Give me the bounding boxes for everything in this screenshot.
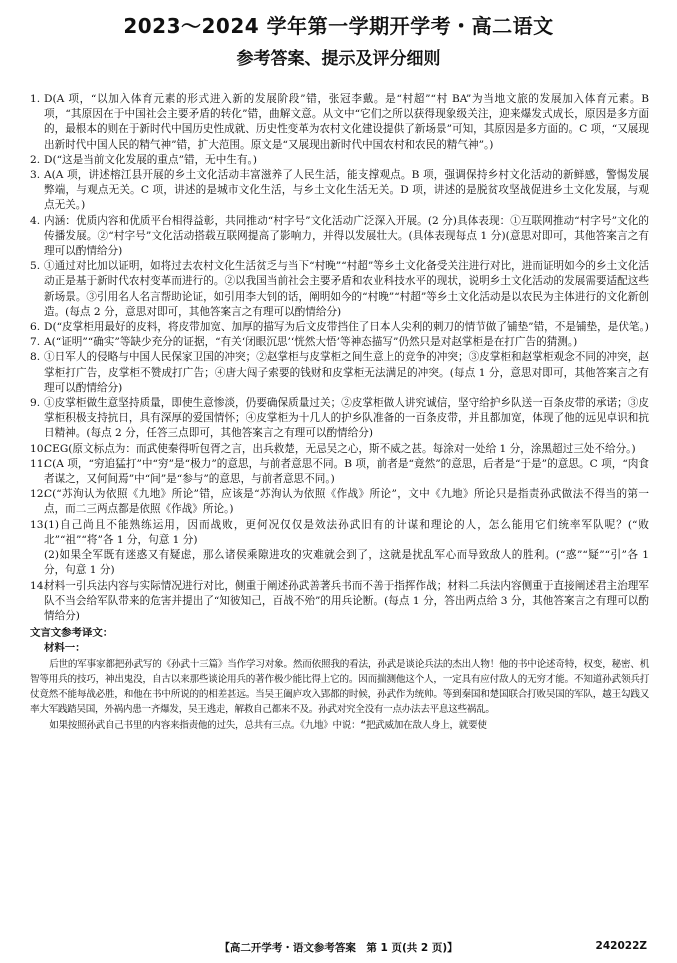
answer-item (30, 457, 649, 487)
answer-number: 2. (30, 153, 41, 166)
answer-number: 9. (30, 397, 41, 410)
page-title: 2023～2024 学年第一学期开学考・高二语文 (123, 14, 554, 38)
translation-paragraph: 后世的军事家都把孙武写的《孙武十三篇》当作学习对象。然而依照我的看法，孙武是谈论兵法的杰出人物！他的书中论述奇特，权变，秘密、机智等用兵的技巧，神出鬼没，自古以来那些谈论用兵的著作极少能比得上它的。因而揣测他这个人，一定具有应付敌人的无穷才能。不知道孙武领兵打仗竟然不能每战必胜，和他在书中所说的的相差甚远。当吴王阖庐攻入郢都的时候，孙武作为统帅。等到秦国和楚国联合打败吴国的军队，越王勾践又率大军践踏吴国，外祸内患一齐爆发，吴王逃走，解救自己都来不及。孙武对究全没有一点办法去平息这些祸乱。 (30, 658, 649, 716)
answer-text: D(“这是当前文化发展的重点”错，无中生有。) (44, 153, 257, 166)
answer-number: 6. (30, 321, 41, 334)
answer-item (30, 487, 649, 517)
footer-code: 242022Z (595, 940, 647, 952)
answer-text: ①日军人的侵略与中国人民保家卫国的冲突；②赵掌柜与皮掌柜之间生意上的竞争的冲突；③皮掌柜和赵掌柜观念不同的冲突，赵掌柜打广告，皮掌柜不赞成打广告；④唐大闯子索要的钱财和皮掌柜无法满足的冲突。(每点 1 分，意思对即可，其他答案言之有理可以酌情给分) (44, 351, 649, 394)
answer-item (30, 259, 649, 320)
answer-text: A(A 项，讲述榕江县开展的乡土文化活动丰富滋养了人民生活，能支撑观点。B 项，强调保持乡村文化活动的新鲜感，警惕发展弊端，与观点无关。C 项，讲述的是城市文化生活，与乡土文化生活无关。D 项，讲述的是脱贫攻坚战促进乡土文化发展，与观点无关。) (44, 169, 649, 212)
answer-number: 3. (30, 169, 41, 182)
answer-text: C(“苏洵认为依照《九地》所论”错，应该是“苏洵认为依照《作战》所论”，文中《九地》所论只是指责孙武做法不得当的第一点，而二三两点都是依照《作战》所论。) (44, 488, 649, 516)
answer-number: 7. (30, 336, 41, 349)
answer-text: D(A 项，“以加入体育元素的形式进入新的发展阶段”错，张冠李戴。是“村超”“村 BA”为当地文旅的发展加入体育元素。B 项，“其原因在于中国社会主要矛盾的转化”错，曲解文意。从文中“它们之所以获得现象级关注，迎来爆发式成长，原因是多方面的，最根本的则在于新时代中国历史性成就、历史性变革为农村文化建设提供了新场景”可知，其原因是多方面的。C 项，“又展现出新时代中国人民的精气神”错，扩大范围。原文是“又展现出新时代中国农村和农民的精气神”。) (44, 93, 649, 151)
page-subtitle: 参考答案、提示及评分细则 (236, 49, 441, 69)
answer-text: C(A 项，“穷追猛打”中“穷”是“极力”的意思，与前者意思不同。B 项，前者是“竟然”的意思，后者是“于是”的意思。C 项，“肉食者谋之，又何间焉”中“间”是“参与”的意思，与前者意思不同。) (44, 457, 649, 486)
answer-item (30, 579, 649, 625)
answer-item (30, 92, 649, 153)
material-label: 材料一： (44, 642, 86, 655)
answer-text: ①通过对比加以证明，如将过去农村文化生活贫乏与当下“村晚”“村超”等乡土文化备受关注进行对比，进而证明如今的乡土文化活动正是基于新时代农村变革而进行的。②以我国当前社会主要矛盾和农业科技水平的现状，说明乡土文化活动的发展需要适配这些新场景。③引用名人名言帮助论证，如引用李大钊的话，阐明如今的“村晚”“村超”等乡土文化活动是以农民为主体进行的文化新创造。(每点 2 分，意思对即可，其他答案言之有理可以酌情给分) (44, 260, 649, 318)
answer-text: (1)自己尚且不能熟练运用，因而战败，更何况仅仅是效法孙武旧有的计谋和理论的人，怎么能用它们统率军队呢？(“败北”“祖”“将”各 1 分，句意 1 分) (44, 518, 649, 546)
footer-page-info: 【高二开学考・语文参考答案 第 1 页(共 2 页)】 (219, 942, 458, 954)
answer-item (30, 335, 649, 350)
answer-item (30, 350, 649, 396)
translation-paragraph: 如果按照孙武自己书里的内容来指责他的过失，总共有三点。《九地》中说：“把武威加在敌人身上，就要使 (49, 719, 487, 731)
answer-text: D(“皮掌柜用最好的皮料，将皮带加宽、加厚的描写为后文皮带挡住了日本人尖利的刺刀的情节做了铺垫”错，不是铺垫，是伏笔。) (44, 321, 649, 334)
answer-number: 13. (30, 518, 47, 531)
answer-number: 8. (30, 351, 41, 364)
answer-text: A(“证明”“确实”等缺少充分的证据，“有关‘闭眼沉思’‘恍然大悟’等神态描写”仍然只是对赵掌柜是在打广告的猜测。) (44, 336, 578, 349)
answer-number: 4. (30, 214, 41, 227)
answer-item (30, 168, 649, 214)
answer-number: 14. (30, 579, 47, 592)
answer-text: 内涵：优质内容和优质平台相得益彰，共同推动“村字号”文化活动广泛深入开展。(2 分)具体表现：①互联网推动“村字号”文化的传播发展。②“村字号”文化活动搭载互联网提高了影响力，并得以发展壮大。(具体表现每点 1 分)(意思对即可，其他答案言之有理可以酌情给分) (44, 214, 649, 258)
answer-item (30, 396, 649, 442)
answer-item (30, 214, 649, 260)
answer-number: 5. (30, 260, 41, 273)
answer-text: 材料一引兵法内容与实际情况进行对比，侧重于阐述孙武善著兵书而不善于指挥作战；材料二兵法内容侧重于直接阐述君主治理军队不当会给军队带来的危害并提出了“知彼知己，百战不殆”的用兵论断。(每点 1 分，答出两点给 3 分，其他答案言之有理可以酌情给分) (44, 579, 649, 622)
answer-subitem: (2)如果全军既有迷惑又有疑虑，那么诸侯乘隙进攻的灾难就会到了，这就是扰乱军心而导致敌人的胜利。(“惑”“疑”“引”各 1 分，句意 1 分) (44, 549, 649, 577)
answer-text: ①皮掌柜做生意坚持质量，即使生意惨淡，仍要确保质量过关；②皮掌柜做人讲究诚信，坚守给护乡队送一百条皮带的承诺；③皮掌柜积极支持抗日，具有深厚的爱国情怀；④皮掌柜为十几人的护乡队准备的一百条皮带，并且都加宽，体现了他的远见卓识和抗日精神。(每点 2 分，任答三点即可，其他答案言之有理可以酌情给分) (44, 397, 649, 440)
answer-text: CEG(原文标点为：而武使秦得听包胥之言，出兵救楚，无忌吴之心，斯不威之甚。每涂对一处给 1 分，涂黑超过三处不给分。) (44, 442, 636, 455)
answer-item (30, 153, 649, 168)
answer-item (30, 518, 649, 548)
answer-item (30, 442, 649, 457)
answer-body (30, 92, 649, 733)
answer-number: 11. (30, 457, 47, 470)
answer-number: 10. (30, 442, 47, 455)
translation-heading: 文言文参考译文： (30, 627, 114, 640)
answer-number: 12. (30, 488, 47, 501)
page-footer (0, 940, 677, 956)
answer-item (30, 320, 649, 335)
answer-number: 1. (30, 93, 41, 105)
